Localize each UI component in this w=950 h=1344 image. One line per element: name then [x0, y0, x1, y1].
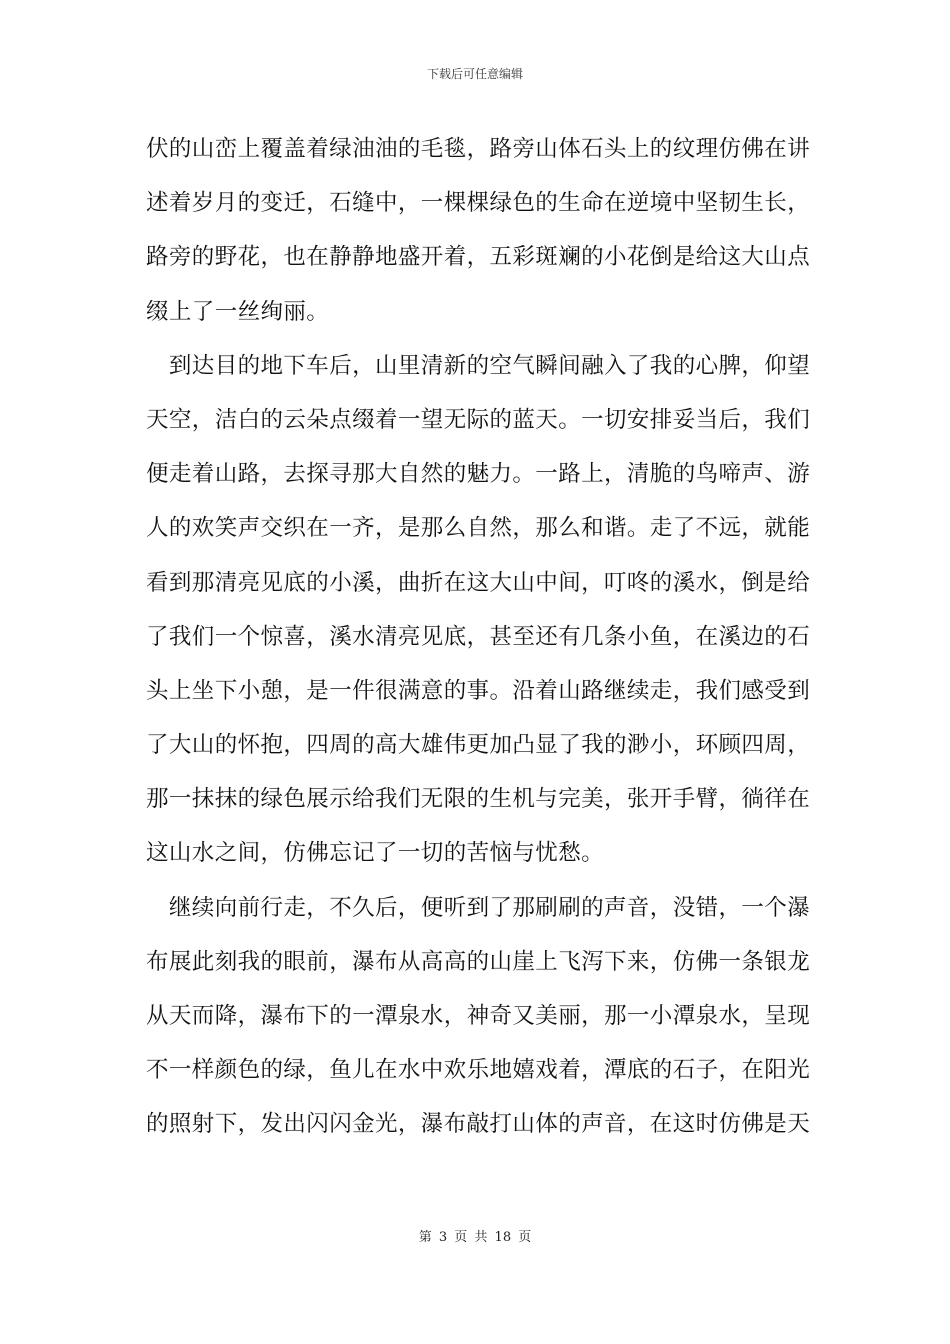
- page-footer: 第 3 页 共 18 页: [418, 1230, 532, 1245]
- text-line: 天空，洁白的云朵点缀着一望无际的蓝天。一切安排妥当后，我们: [146, 406, 811, 433]
- text-line: 路旁的野花，也在静静地盛开着，五彩斑斓的小花倒是给这大山点: [146, 244, 811, 271]
- paragraph-1: [146, 122, 810, 339]
- text-line: 从天而降，瀑布下的一潭泉水，神奇又美丽，那一小潭泉水，呈现: [146, 1003, 811, 1029]
- text-line: 伏的山峦上覆盖着绿油油的毛毯，路旁山体石头上的纹理仿佛在讲: [146, 136, 811, 162]
- text-line: 了我们一个惊喜，溪水清亮见底，甚至还有几条小鱼，在溪边的石: [146, 623, 811, 650]
- text-line: 继续向前行走，不久后，便听到了那刷刷的声音，没错，一个瀑: [146, 894, 811, 921]
- page-header: 下载后可任意编辑: [426, 67, 523, 81]
- text-line: 述着岁月的变迁，石缝中，一棵棵绿色的生命在逆境中坚韧生长，: [146, 190, 811, 217]
- text-line: 到达目的地下车后，山里清新的空气瞬间融入了我的心脾，仰望: [146, 352, 811, 379]
- text-line: 看到那清亮见底的小溪，曲折在这大山中间，叮咚的溪水，倒是给: [146, 569, 811, 596]
- paragraph-3: [146, 881, 810, 1152]
- text-line: 的照射下，发出闪闪金光，瀑布敲打山体的声音，在这时仿佛是天: [146, 1111, 811, 1138]
- text-line: 头上坐下小憩，是一件很满意的事。沿着山路继续走，我们感受到: [146, 677, 811, 704]
- text-line: 不一样颜色的绿，鱼儿在水中欢乐地嬉戏着，潭底的石子，在阳光: [146, 1057, 811, 1084]
- document-body: [146, 122, 810, 1152]
- text-line: 布展此刻我的眼前，瀑布从高高的山崖上飞泻下来，仿佛一条银龙: [146, 948, 811, 975]
- text-line: 这山水之间，仿佛忘记了一切的苦恼与忧愁。: [146, 840, 605, 867]
- text-line: 便走着山路，去探寻那大自然的魅力。一路上，清脆的鸟啼声、游: [146, 461, 811, 488]
- text-line: 人的欢笑声交织在一齐，是那么自然，那么和谐。走了不远，就能: [146, 515, 811, 542]
- text-line: 了大山的怀抱，四周的高大雄伟更加凸显了我的渺小，环顾四周，: [146, 732, 811, 759]
- text-line: 缀上了一丝绚丽。: [146, 298, 330, 325]
- paragraph-2: [146, 339, 810, 881]
- text-line: 那一抹抹的绿色展示给我们无限的生机与完美，张开手臂，徜徉在: [146, 786, 811, 813]
